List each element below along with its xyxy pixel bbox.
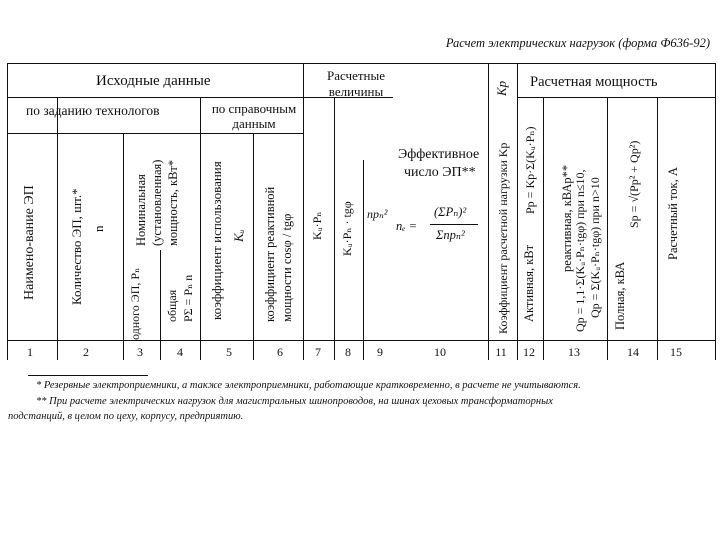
col4-formula: PΣ = Pₙ n [181,274,195,322]
col14-formula: Sр = √(Pр² + Qр²) [627,140,641,228]
col8-ku-pn-tg: Kᵤ·Pₙ · tgφ [340,201,354,256]
col6-reactive-coef: коэффициент реактивной [263,186,277,322]
col-number-14: 14 [627,345,639,359]
col3-installed: (установленная) [150,159,164,246]
col10-effective: Эффективное [398,147,480,162]
col-line-2-3 [123,133,124,360]
row-line-power [517,97,715,98]
col-number-4: 4 [177,345,183,359]
col14-full: Полная, кВА [613,261,627,330]
col1-name: Наимено-вание ЭП [22,185,37,300]
col9-npn2: npₙ² [367,207,388,221]
col-line-12-13 [543,97,544,360]
col7-ku-pn: Kᵤ·Pₙ [310,211,324,240]
col13-formula-gt10: Qр = Σ(Kᵤ·Pₙ·tgφ) при n>10 [588,177,602,318]
col-line-4-5 [200,97,201,360]
col-number-10: 10 [434,345,446,359]
footnote-2b: подстанций, в целом по цеху, корпусу, предприятию. [8,411,244,422]
col2-count: Количество ЭП, шт.* [69,188,84,305]
col-number-12: 12 [523,345,535,359]
col5-usage-coef: коэффициент использования [209,161,224,320]
col13-formula-le10: Qр = 1,1·Σ(Kᵤ·Pₙ·tgφ) при n≤10, [573,169,587,332]
col-line-1-2 [57,97,58,360]
header-calc-values: Расчетные величины [327,68,385,99]
col2-n: n [91,225,106,232]
col-line-5-6 [253,133,254,360]
col-line-14-15 [657,97,658,360]
col3-one-ep: одного ЭП, Pₙ [128,267,142,340]
header-calc-power: Расчетная мощность [530,74,658,90]
row-line-task [7,133,303,134]
col-line-7-8 [334,97,335,360]
header-by-reference: по справочным данным [211,101,297,131]
col-number-13: 13 [568,345,580,359]
col12-formula: Pр = Kр·Σ(Kᵤ·Pₙ) [523,126,537,214]
col3-power: мощность, кВт* [166,159,180,246]
col-number-11: 11 [495,345,507,359]
col15-current: Расчетный ток, А [666,167,680,260]
col12-active: Активная, кВт [522,244,536,322]
footnote-2a: ** При расчете электрических нагрузок для магистральных шинопроводов, на шинах цеховых трансформаторных [36,396,553,407]
col-line-10-11 [488,63,489,360]
footnote-separator [28,375,148,376]
col10-formula-den: Σnpₙ² [436,228,465,242]
col-number-2: 2 [83,345,89,359]
col-number-15: 15 [670,345,682,359]
col5-ku: Kᵤ [231,229,246,242]
col13-reactive: реактивная, кВАр** [560,164,574,272]
table-right-border [715,63,716,360]
col-number-6: 6 [277,345,283,359]
col-number-3: 3 [137,345,143,359]
col10-formula-lhs: nₑ = [396,219,418,233]
header-source-data: Исходные данные [96,73,211,89]
col-line-11-12 [517,63,518,360]
col-number-8: 8 [345,345,351,359]
col-number-7: 7 [315,345,321,359]
row-line-source [7,97,303,98]
table-top-border [7,63,715,64]
header-kr: Kр [494,80,509,96]
col3-nominal: Номинальная [134,174,148,246]
col-line-13-14 [607,97,608,360]
col-number-9: 9 [377,345,383,359]
row-line-numbers [7,340,715,341]
col-line-8-9 [363,160,364,360]
table-left-border [7,63,8,360]
form-caption: Расчет электрических нагрузок (форма Ф636-92) [445,36,710,50]
col6-cos-tg: мощности cosφ / tgφ [280,213,294,322]
header-by-task: по заданию технологов [26,103,160,118]
col-line-3-4 [160,250,161,360]
col-number-5: 5 [226,345,232,359]
col-number-1: 1 [27,345,33,359]
col10-formula-num: (ΣPₙ)² [434,205,467,219]
col10-fraction-bar [430,224,478,225]
footnote-1: * Резервные электроприемники, а также электроприемники, работающие кратковременно, в расчете не учитываются. [36,380,581,391]
col4-total: общая [165,289,179,322]
col11-load-coef: Коэффициент расчетной нагрузки Kр [496,142,510,334]
col10-count: число ЭП** [404,165,476,180]
col-line-6-7 [303,63,304,360]
